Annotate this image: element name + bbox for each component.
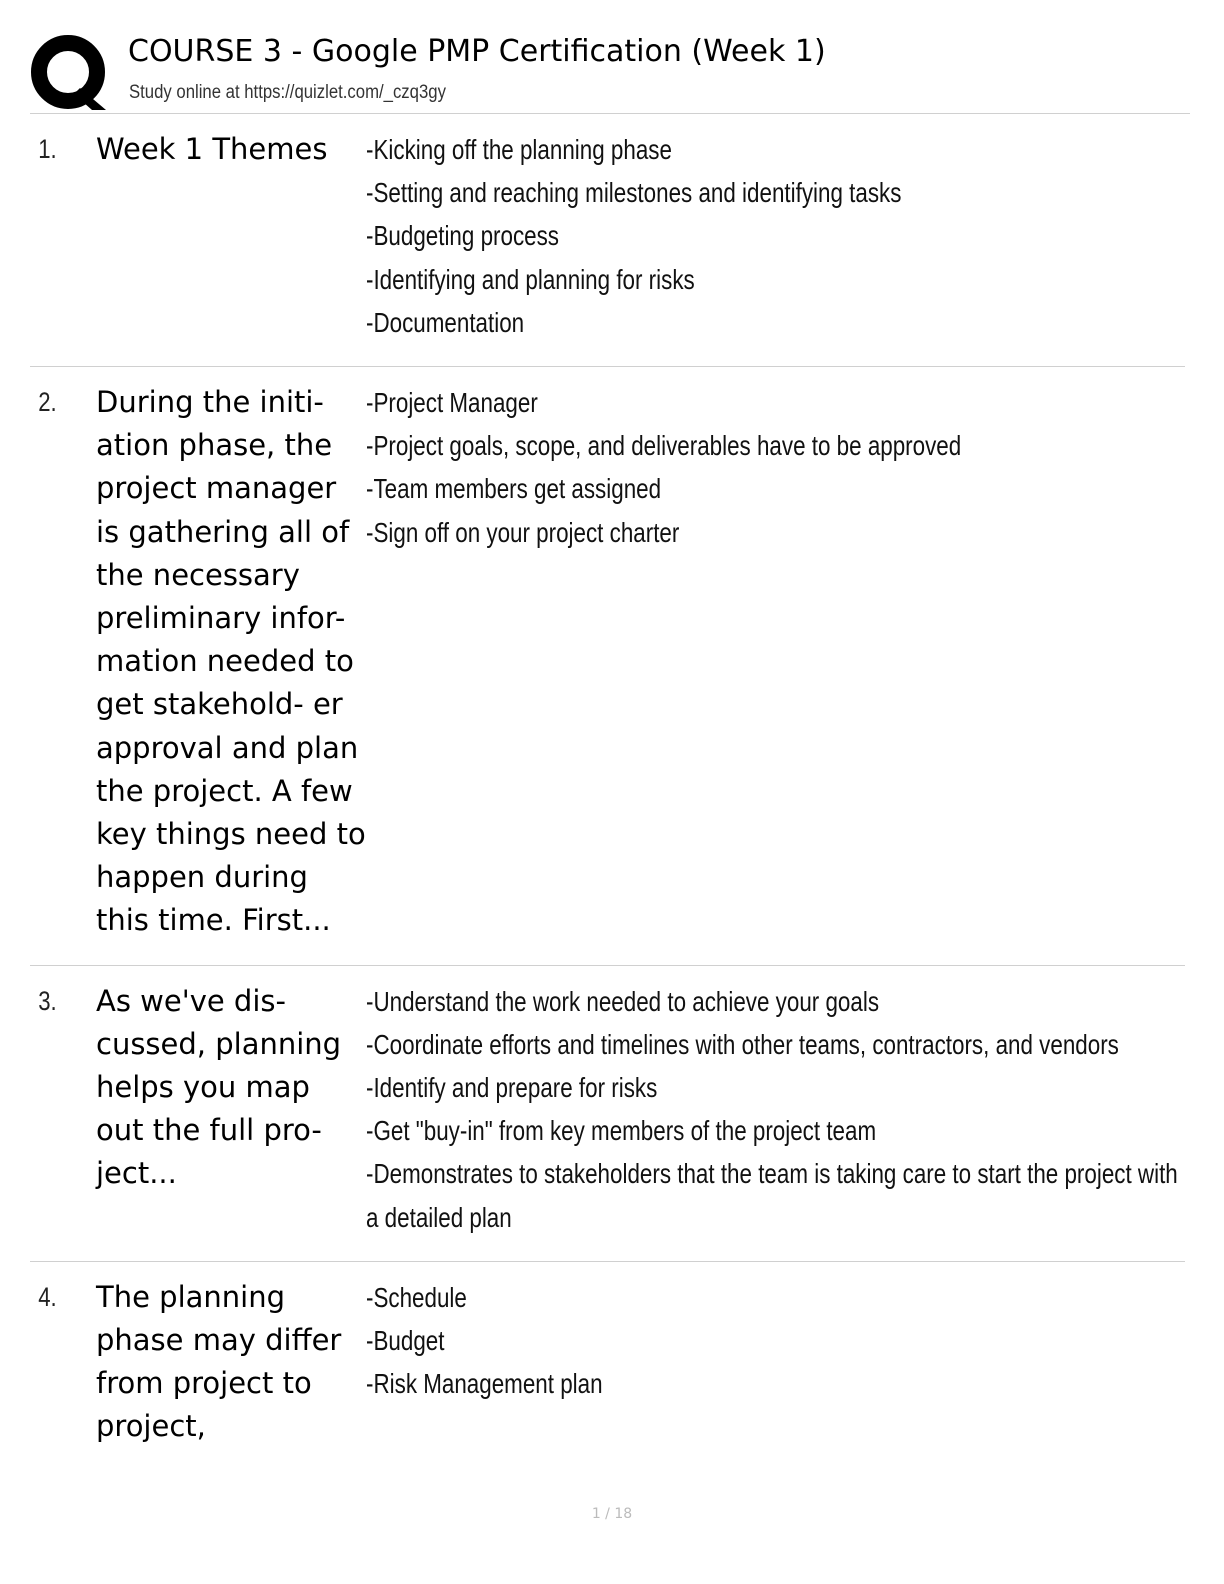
definition-line: -Sign off on your project charter: [366, 516, 680, 548]
card-term: During the initi- ation phase, the project manager is gathering all of the necessary preliminary infor- mation needed to get stakehold- er approval and plan the project. A few key things need to happen during this time. First...: [96, 385, 366, 938]
definition-line: -Team members get assigned: [366, 473, 662, 505]
definition-line: -Budgeting process: [366, 220, 560, 252]
card-definition: [366, 1276, 1185, 1449]
definition-line: -Identify and prepare for risks: [366, 1072, 658, 1104]
definition-line: -Risk Management plan: [366, 1368, 603, 1400]
flashcard-list: [30, 114, 1185, 1471]
card-definition: [366, 381, 1185, 943]
card-term: Week 1 Themes: [96, 132, 328, 166]
card-number: 3.: [38, 985, 57, 1016]
page-title: COURSE 3 - Google PMP Certification (Week 1): [128, 34, 826, 69]
definition-line: -Kicking off the planning phase: [366, 134, 672, 165]
flashcard: [30, 966, 1185, 1262]
definition-line: -Documentation: [366, 306, 525, 338]
page-indicator: 1 / 18: [591, 1506, 633, 1522]
card-definition: [366, 128, 1185, 344]
card-number: 4.: [38, 1281, 57, 1312]
definition-line: -Setting and reaching milestones and identifying tasks: [366, 177, 902, 209]
study-online-link[interactable]: Study online at https://quizlet.com/_czq3gy: [129, 82, 446, 103]
card-definition: [366, 980, 1185, 1239]
definition-line: -Budget: [366, 1325, 445, 1357]
definition-line: -Identifying and planning for risks: [366, 263, 695, 295]
definition-line: -Get "buy-in" from key members of the project team: [366, 1115, 877, 1147]
card-term: As we've dis- cussed, planning helps you map out the full pro- ject...: [96, 983, 342, 1191]
card-term: The planning phase may differ from project to project,: [96, 1279, 342, 1444]
card-number: 1.: [38, 134, 57, 164]
definition-line: -Project goals, scope, and deliverables have to be approved: [366, 430, 962, 462]
definition-line: -Demonstrates to stakeholders that the team is taking care to start the project with: [366, 1158, 1178, 1190]
flashcard: [30, 114, 1185, 367]
definition-line: -Understand the work needed to achieve your goals: [366, 985, 880, 1017]
flashcard: [30, 1262, 1185, 1471]
page-header: [30, 28, 1190, 114]
flashcard: [30, 367, 1185, 966]
definition-line: -Schedule: [366, 1281, 467, 1313]
quizlet-logo-icon: [30, 34, 110, 114]
definition-line: a detailed plan: [366, 1201, 512, 1233]
card-number: 2.: [38, 387, 57, 418]
definition-line: -Project Manager: [366, 387, 538, 419]
definition-line: -Coordinate efforts and timelines with other teams, contractors, and vendors: [366, 1028, 1119, 1060]
